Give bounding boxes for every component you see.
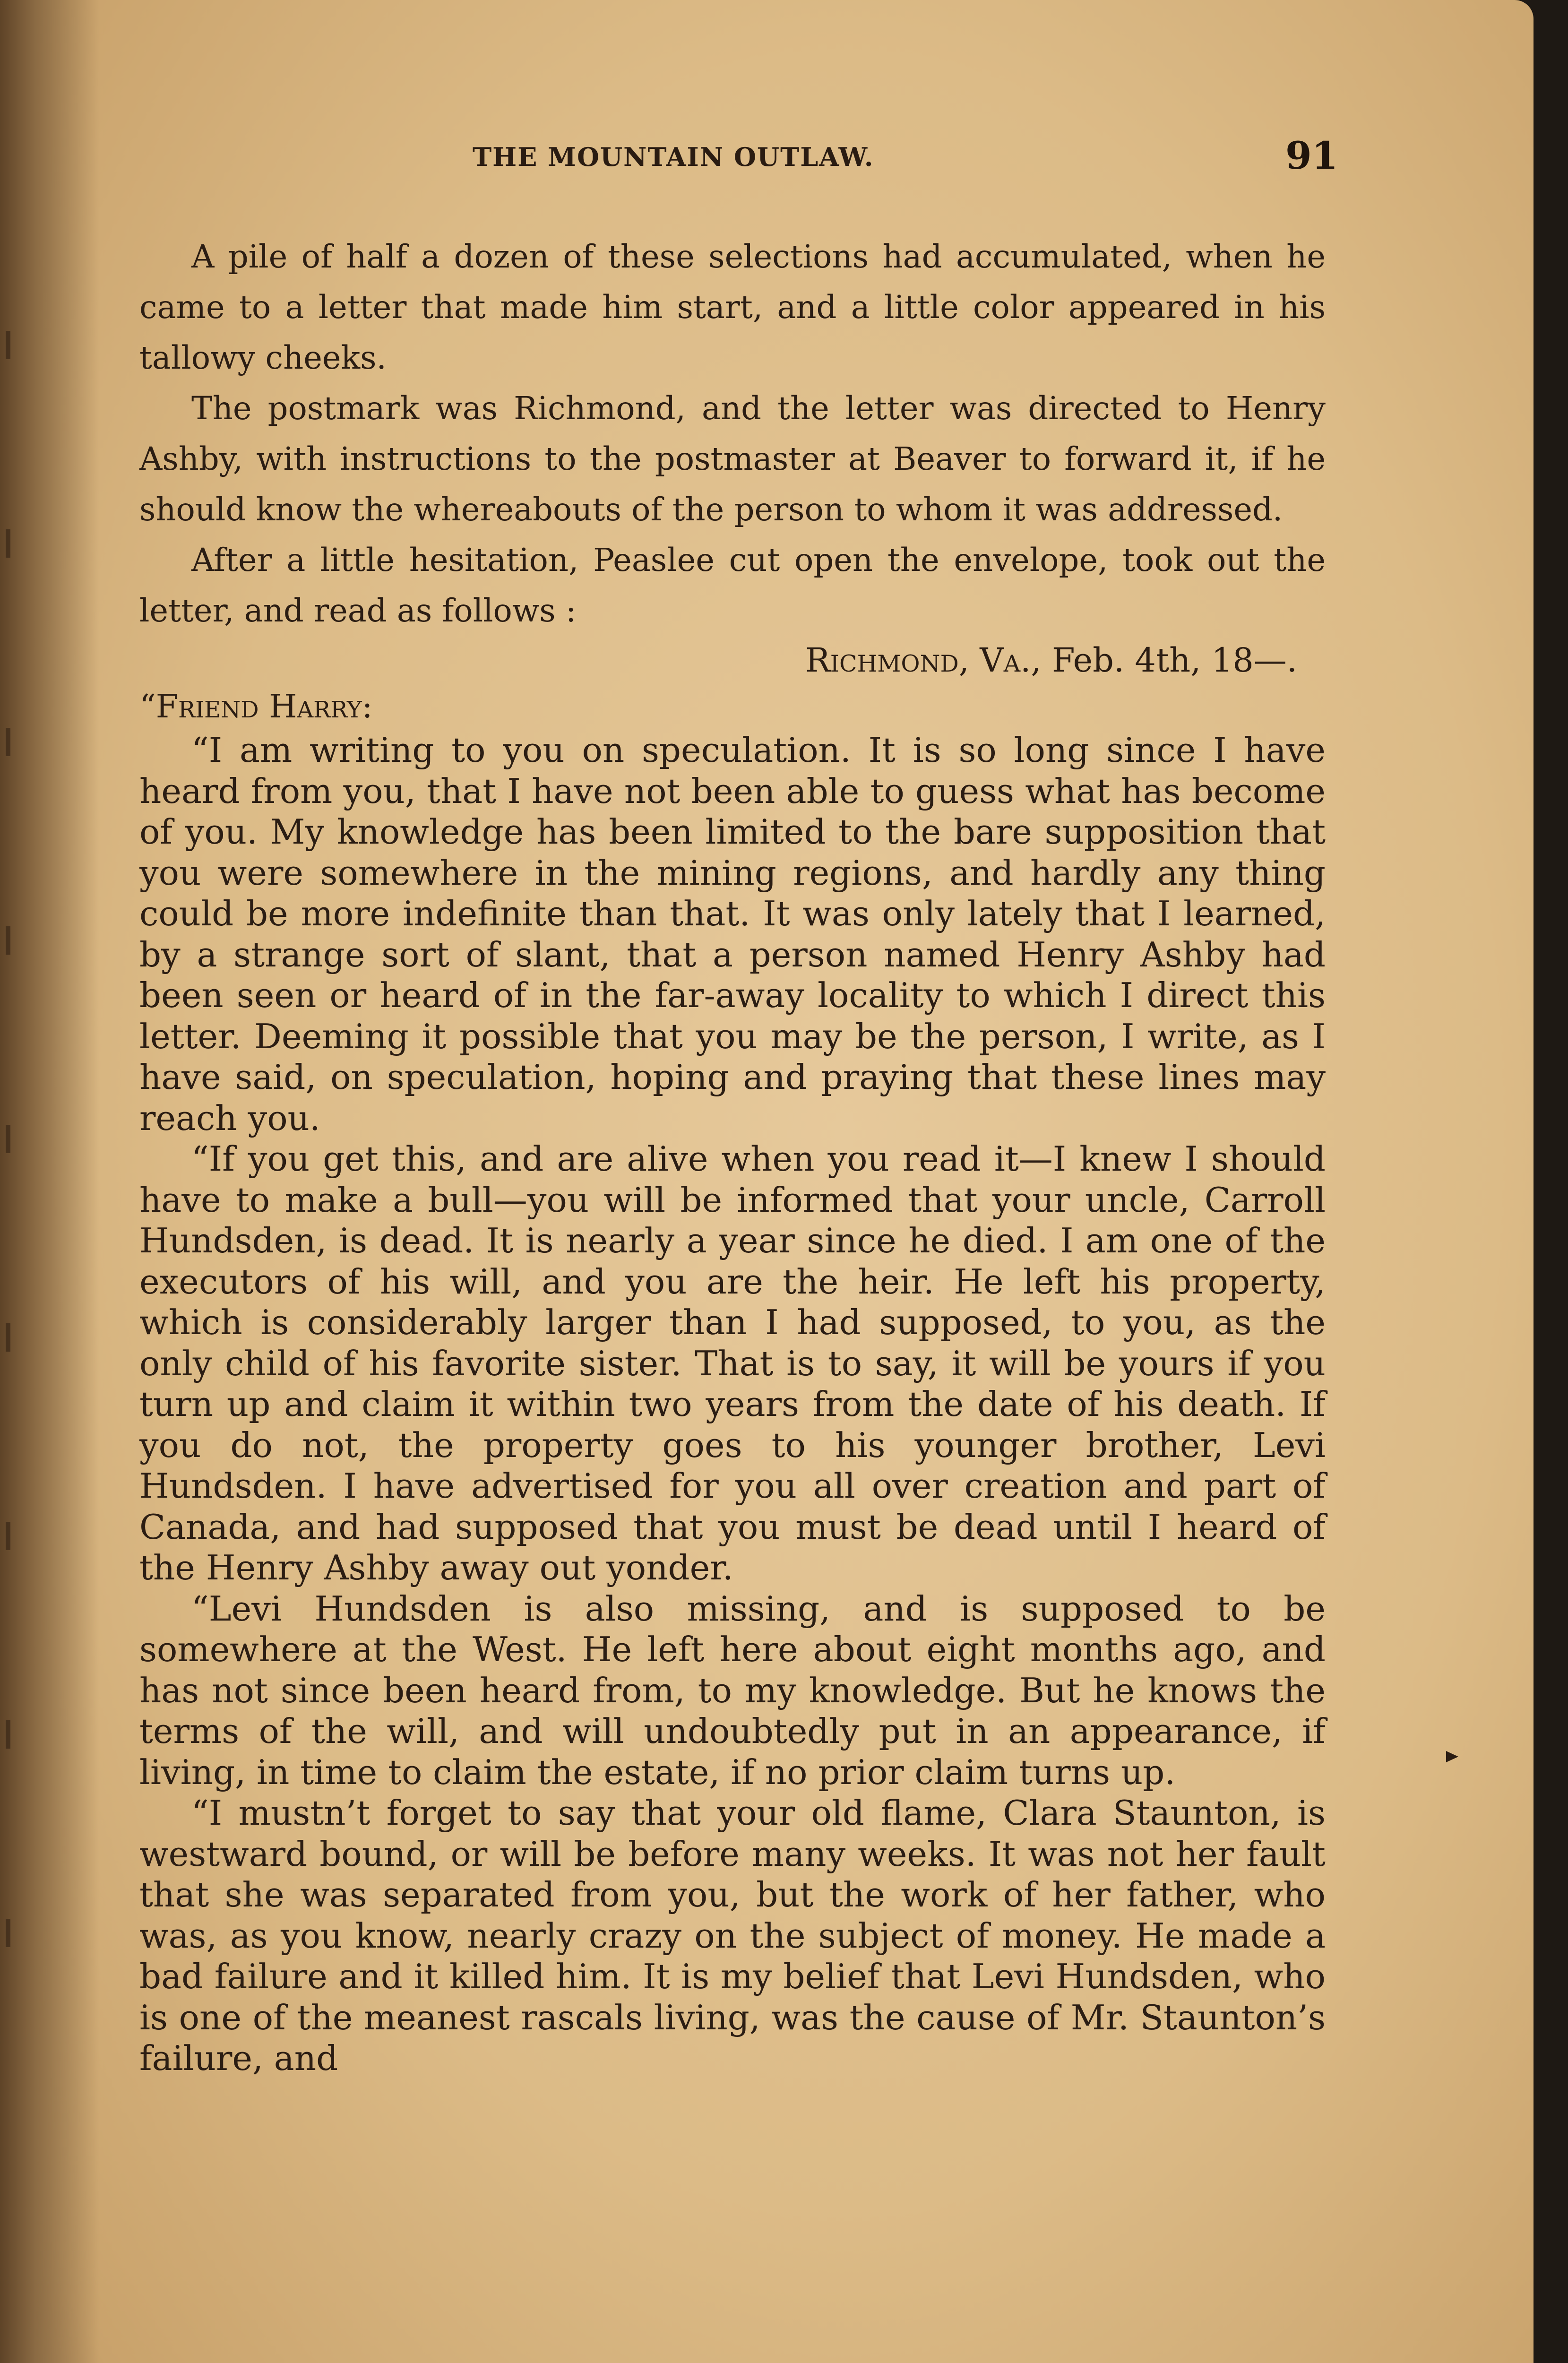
paragraph: A pile of half a dozen of these selections had accumulated, when he came to a letter that made him start, and a little color appeared in his tallowy cheeks. bbox=[139, 238, 1326, 376]
margin-mark-icon bbox=[1446, 1751, 1458, 1762]
letter-paragraph: “I mustn’t forget to say that your old flame, Clara Staunton, is westward bound, or will be before many weeks. It was not her fault that she was separated from you, but the work of her father, who was, as you know, nearly crazy on the subject of money. He made a bad failure and it killed him. It is my belief that Levi Hundsden, who is one of the meanest rascals living, was the cause of Mr. Staunton’s failure, and bbox=[139, 1793, 1326, 2078]
binding-marks bbox=[6, 331, 10, 2032]
letter-dateline bbox=[139, 636, 1326, 684]
dateline-place: Richmond, Va., bbox=[805, 641, 1042, 680]
running-title: THE MOUNTAIN OUTLAW. bbox=[473, 142, 874, 172]
paragraph: After a little hesitation, Peaslee cut open the envelope, took out the letter, and read as follows : bbox=[139, 542, 1326, 629]
paragraph: The postmark was Richmond, and the letter was directed to Henry Ashby, with instructions to the postmaster at Beaver to forward it, if he should know the whereabouts of the person to whom it was addressed. bbox=[139, 390, 1326, 528]
letter-paragraph: “I am writing to you on speculation. It is so long since I have heard from you, that I have not been able to guess what has become of you. My knowledge has been limited to the bare supposition that you were somewhere in the mining regions, and hardly any thing could be more indefinite than that. It was only lately that I learned, by a strange sort of slant, that a person named Henry Ashby had been seen or heard of in the far-away locality to which I direct this letter. Deeming it possible that you may be the person, I write, as I have said, on speculation, hoping and praying that these lines may reach you. bbox=[139, 730, 1326, 1138]
page-number: 91 bbox=[1285, 133, 1338, 178]
page-gutter bbox=[0, 0, 99, 2363]
letter-paragraph: “Levi Hundsden is also missing, and is supposed to be somewhere at the West. He left here about eight months ago, and has not since been heard from, to my knowledge. But he knows the terms of the will, and will undoubtedly put in an appearance, if living, in time to claim the estate, if no prior claim turns up. bbox=[139, 1588, 1326, 1792]
dateline-date: Feb. 4th, 18—. bbox=[1051, 641, 1297, 680]
page-text bbox=[139, 232, 1326, 2079]
letter-paragraph: “If you get this, and are alive when you read it—I knew I should have to make a bull—you will be informed that your uncle, Carroll Hundsden, is dead. It is nearly a year since he died. I am one of the executors of his will, and you are the heir. He left his property, which is considerably larger than I had supposed, to you, as the only child of his favorite sister. That is to say, it will be yours if you turn up and claim it within two years from the date of his death. If you do not, the property goes to his younger brother, Levi Hundsden. I have advertised for you all over creation and part of Canada, and had supposed that you must be dead until I heard of the Henry Ashby away out yonder. bbox=[139, 1139, 1326, 1587]
letter-salutation: “Friend Harry: bbox=[139, 688, 373, 725]
